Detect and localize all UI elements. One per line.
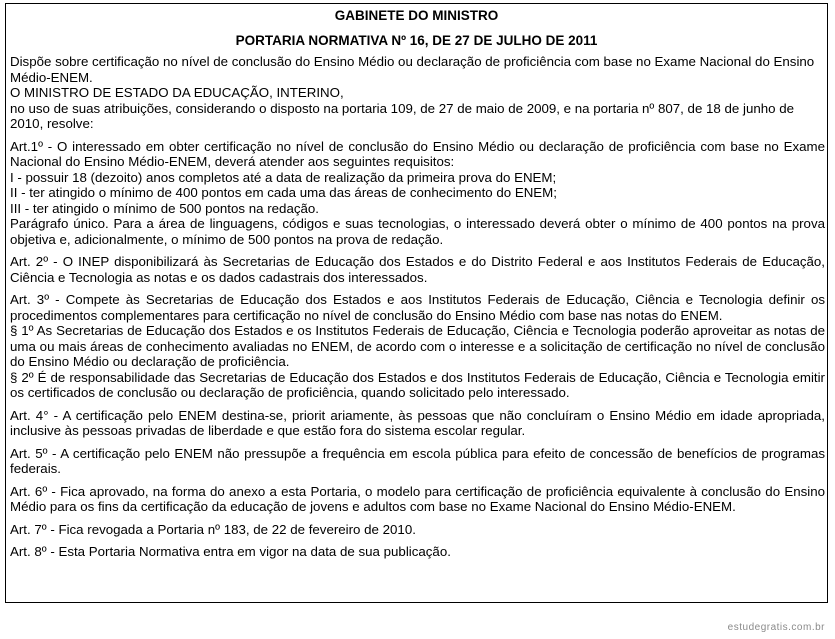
article-3: Art. 3º - Compete às Secretarias de Educação dos Estados e aos Institutos Federais de Educação, Ciência e Tecnologia definir os procedimentos complementares para certificação no nível de conclusão do Ensino Médio com base nas notas do ENEM. (10, 292, 825, 323)
authority-text: O MINISTRO DE ESTADO DA EDUCAÇÃO, INTERINO, (10, 85, 344, 100)
article-1-item-3: III - ter atingido o mínimo de 500 pontos na redação. (10, 200, 319, 216)
article-1-item-1: I - possuir 18 (dezoito) anos completos até a data de realização da primeira prova do ENEM; (10, 169, 557, 185)
article-3-section-1: § 1º As Secretarias de Educação dos Estados e os Institutos Federais de Educação, Ciência e Tecnologia poderão aproveitar as notas de uma ou mais áreas de conhecimento avaliadas no ENEM, de acordo com o interesse e a solicitação de certificação no nível de conclusão do Ensino Médio ou declaração de proficiência. (10, 323, 825, 369)
page-title: GABINETE DO MINISTRO (334, 8, 499, 23)
article-3-section-2: § 2º É de responsabilidade das Secretarias de Educação dos Estados e dos Institutos Federais de Educação, Ciência e Tecnologia emitir os certificados de conclusão ou declaração de proficiência, quando solicitado pelo interessado. (10, 369, 825, 400)
article-4: Art. 4° - A certificação pelo ENEM destina-se, priorit ariamente, às pessoas que não concluíram o Ensino Médio em idade apropriada, inclusive às pessoas privadas de liberdade e que estão fora do sistema escolar regular. (10, 407, 825, 438)
article-1-item-2: II - ter atingido o mínimo de 400 pontos em cada uma das áreas de conhecimento do ENEM; (10, 185, 557, 200)
article-1-paragraph: Parágrafo único. Para a área de linguagens, códigos e suas tecnologias, o interessado deverá obter o mínimo de 400 pontos na prova objetiva e, adicionalmente, o mínimo de 500 pontos na prova de redação. (10, 216, 825, 247)
article-5: Art. 5º - A certificação pelo ENEM não pressupõe a frequência em escola pública para efeito de concessão de benefícios de programas federais. (10, 445, 825, 476)
summary-text: Dispõe sobre certificação no nível de conclusão do Ensino Médio ou declaração de proficiência com base no Exame Nacional do Ensino Médio-ENEM. (10, 54, 815, 85)
article-8: Art. 8º - Esta Portaria Normativa entra em vigor na data de sua publicação. (10, 544, 451, 559)
watermark: estudegratis.com.br (727, 622, 825, 633)
ordinance-title: PORTARIA NORMATIVA Nº 16, DE 27 DE JULHO DE 2011 (235, 33, 598, 48)
considering-text: no uso de suas atribuições, considerando o disposto na portaria 109, de 27 de maio de 2009, e na portaria nº 807, de 18 de junho de 2010, resolve: (10, 100, 795, 131)
article-1: Art.1º - O interessado em obter certificação no nível de conclusão do Ensino Médio ou declaração de proficiência com base no Exame Nacional do Ensino Médio-ENEM, deverá atender aos seguintes requisitos: (10, 138, 825, 169)
article-2: Art. 2º - O INEP disponibilizará às Secretarias de Educação dos Estados e do Distrito Federal e aos Institutos Federais de Educação, Ciência e Tecnologia as notas e os dados cadastrais dos interessados. (10, 254, 825, 285)
document-body (10, 54, 825, 560)
article-7: Art. 7º - Fica revogada a Portaria nº 183, de 22 de fevereiro de 2010. (10, 521, 416, 537)
article-6: Art. 6º - Fica aprovado, na forma do anexo a esta Portaria, o modelo para certificação de proficiência equivalente à conclusão do Ensino Médio para os fins da certificação da educação de jovens e adultos com base no Exame Nacional do Ensino Médio-ENEM. (10, 483, 825, 514)
